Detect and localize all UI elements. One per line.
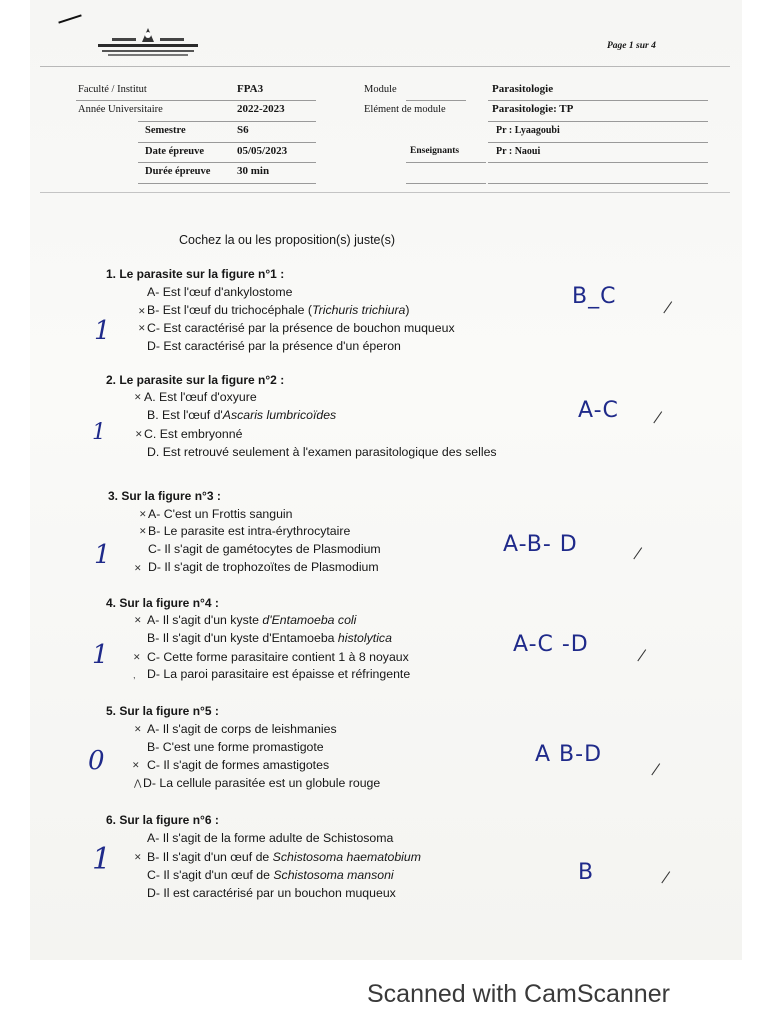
q4-mark-c: ✕ bbox=[133, 652, 141, 662]
q5-option-b[interactable]: B- C'est une forme promastigote bbox=[147, 740, 324, 754]
q2-option-c[interactable]: C. Est embryonné bbox=[144, 427, 243, 441]
q2-option-d[interactable]: D. Est retrouvé seulement à l'examen parasitologique des selles bbox=[147, 445, 497, 459]
q6-mark-b: ✕ bbox=[134, 852, 142, 862]
q6-option-b[interactable] bbox=[147, 850, 421, 864]
pen-stroke bbox=[58, 14, 81, 23]
page-number: Page 1 sur 4 bbox=[607, 41, 656, 51]
q5-option-a[interactable]: A- Il s'agit de corps de leishmanies bbox=[147, 722, 337, 736]
q5-mark-d: ⋀ bbox=[134, 778, 142, 788]
q6-answer: B bbox=[578, 860, 595, 885]
q2-option-b-text: B. Est l'œuf d' bbox=[147, 408, 223, 422]
q1-option-b-tail: ) bbox=[405, 303, 410, 317]
year-label: Année Universitaire bbox=[78, 104, 163, 115]
q2-option-b-italic: Ascaris lumbricoïdes bbox=[222, 408, 337, 422]
q2-mark-c: ✕ bbox=[135, 429, 143, 439]
q1-answer: B_C bbox=[572, 284, 617, 309]
instruction: Cochez la ou les proposition(s) juste(s) bbox=[179, 233, 396, 247]
q5-mark-a: ✕ bbox=[134, 724, 142, 734]
duration-value: 30 min bbox=[237, 165, 270, 177]
q6-option-b-text: B- Il s'agit d'un œuf de bbox=[147, 850, 273, 864]
teacher-2: Pr : Naoui bbox=[496, 146, 541, 157]
q1-mark-b: ✕ bbox=[138, 306, 146, 316]
question-1-title: 1. Le parasite sur la figure n°1 : bbox=[106, 267, 285, 281]
q4-option-a-text: A- Il s'agit d'un kyste bbox=[147, 613, 263, 627]
q5-option-c[interactable]: C- Il s'agit de formes amastigotes bbox=[147, 758, 330, 772]
q4-option-a-italic: d'Entamoeba coli bbox=[262, 613, 357, 627]
q3-option-d[interactable]: D- Il s'agit de trophozoïtes de Plasmodium bbox=[148, 560, 379, 574]
q4-option-b-italic: histolytica bbox=[337, 631, 392, 645]
teacher-1: Pr : Lyaagoubi bbox=[496, 125, 560, 136]
q6-option-a[interactable]: A- Il s'agit de la forme adulte de Schistosoma bbox=[147, 831, 394, 845]
q2-answer: A-C bbox=[578, 398, 619, 423]
q1-option-a[interactable]: A- Est l'œuf d'ankylostome bbox=[147, 285, 293, 299]
q4-mark-d: , bbox=[133, 670, 136, 680]
q3-check-icon bbox=[627, 543, 642, 560]
q4-score: 1 bbox=[92, 640, 109, 670]
duration-label: Durée épreuve bbox=[145, 166, 211, 177]
q4-option-a[interactable] bbox=[147, 613, 356, 627]
q4-option-c[interactable]: C- Cette forme parasitaire contient 1 à 8 noyaux bbox=[147, 650, 409, 664]
q2-check-icon bbox=[647, 407, 662, 424]
q1-check-icon bbox=[657, 297, 672, 314]
university-logo bbox=[98, 26, 198, 60]
q3-mark-d: ✕ bbox=[134, 563, 142, 573]
q1-option-c[interactable]: C- Est caractérisé par la présence de bouchon muqueux bbox=[147, 321, 455, 335]
q4-answer: A-C -D bbox=[513, 632, 589, 657]
element-value: Parasitologie: TP bbox=[492, 103, 574, 115]
q4-check-icon bbox=[631, 645, 646, 662]
question-3-title: 3. Sur la figure n°3 : bbox=[108, 489, 221, 503]
q3-option-b[interactable]: B- Le parasite est intra-érythrocytaire bbox=[148, 524, 351, 538]
q4-option-d[interactable]: D- La paroi parasitaire est épaisse et réfringente bbox=[147, 667, 411, 681]
q2-option-a[interactable]: A. Est l'œuf d'oxyure bbox=[144, 390, 257, 404]
question-2-title: 2. Le parasite sur la figure n°2 : bbox=[106, 373, 285, 387]
question-6-title: 6. Sur la figure n°6 : bbox=[106, 813, 219, 827]
q5-score: 0 bbox=[88, 746, 105, 776]
q3-option-a[interactable]: A- C'est un Frottis sanguin bbox=[148, 507, 293, 521]
q5-mark-c: ✕ bbox=[132, 760, 140, 770]
module-value: Parasitologie bbox=[492, 83, 554, 95]
semester-value: S6 bbox=[237, 124, 249, 136]
q4-option-b[interactable] bbox=[147, 631, 392, 645]
date-value: 05/05/2023 bbox=[237, 145, 288, 157]
q6-option-b-italic: Schistosoma haematobium bbox=[272, 850, 421, 864]
scanner-watermark: Scanned with CamScanner bbox=[367, 980, 670, 1008]
year-value: 2022-2023 bbox=[237, 103, 285, 115]
q1-option-b-italic: Trichuris trichiura bbox=[312, 303, 406, 317]
element-label: Elément de module bbox=[364, 104, 446, 115]
q3-mark-a: ✕ bbox=[139, 509, 147, 519]
q6-check-icon bbox=[655, 867, 670, 884]
q1-option-b[interactable] bbox=[147, 303, 410, 317]
q6-option-d[interactable]: D- Il est caractérisé par un bouchon muqueux bbox=[147, 886, 396, 900]
q3-option-c[interactable]: C- Il s'agit de gamétocytes de Plasmodium bbox=[148, 542, 381, 556]
module-label: Module bbox=[364, 84, 397, 95]
q3-answer: A-B- D bbox=[503, 532, 578, 557]
q3-mark-b: ✕ bbox=[139, 526, 147, 536]
q4-mark-a: ✕ bbox=[134, 615, 142, 625]
q2-score: 1 bbox=[92, 420, 106, 445]
q6-option-c-italic: Schistosoma mansoni bbox=[273, 868, 394, 882]
faculty-label: Faculté / Institut bbox=[78, 84, 147, 95]
semester-label: Semestre bbox=[145, 125, 186, 136]
q4-option-b-text: B- Il s'agit d'un kyste d'Entamoeba bbox=[147, 631, 338, 645]
q1-score: 1 bbox=[94, 316, 111, 346]
q6-option-c-text: C- Il s'agit d'un œuf de bbox=[147, 868, 274, 882]
q3-score: 1 bbox=[94, 540, 111, 570]
q2-mark-a: ✕ bbox=[134, 392, 142, 402]
faculty-value: FPA3 bbox=[237, 83, 264, 95]
q1-option-d[interactable]: D- Est caractérisé par la présence d'un éperon bbox=[147, 339, 401, 353]
date-label: Date épreuve bbox=[145, 146, 204, 157]
q5-answer: A B-D bbox=[535, 742, 603, 767]
q5-option-d[interactable]: D- La cellule parasitée est un globule rouge bbox=[143, 776, 381, 790]
q5-check-icon bbox=[645, 759, 660, 776]
q1-mark-c: ✕ bbox=[138, 323, 146, 333]
teachers-label: Enseignants bbox=[410, 146, 460, 156]
question-5-title: 5. Sur la figure n°5 : bbox=[106, 704, 219, 718]
q6-score: 1 bbox=[92, 842, 112, 877]
q1-option-b-text: B- Est l'œuf du trichocéphale ( bbox=[147, 303, 313, 317]
q2-option-b[interactable] bbox=[147, 408, 336, 422]
q6-option-c[interactable] bbox=[147, 868, 394, 882]
exam-page bbox=[30, 0, 742, 960]
question-4-title: 4. Sur la figure n°4 : bbox=[106, 596, 219, 610]
